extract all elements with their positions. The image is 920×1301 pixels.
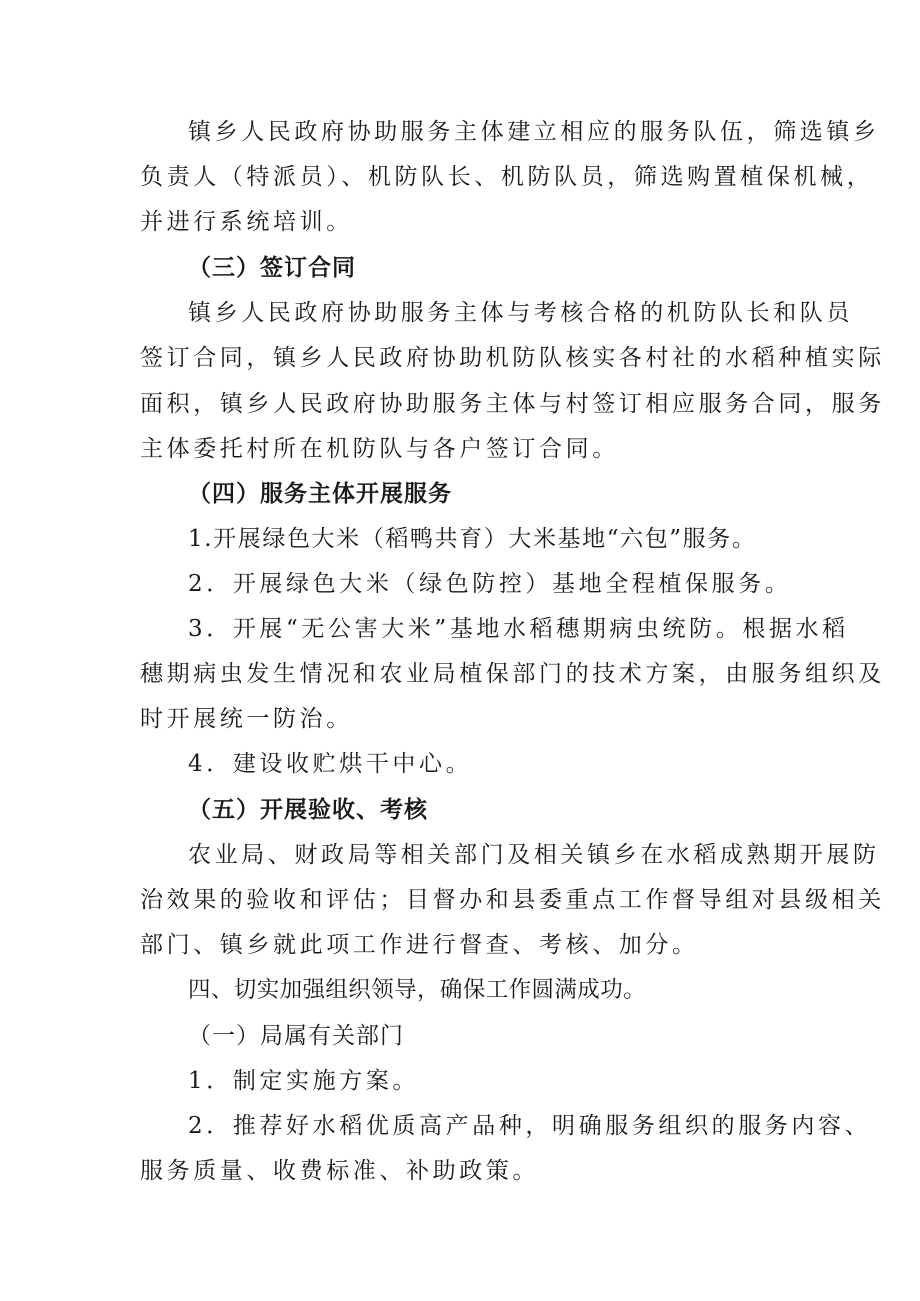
list-item-4: 4．建设收贮烘干中心。 [188,751,473,777]
paragraph-line: 并进行系统培训。 [140,209,353,235]
paragraph-line: 镇乡人民政府协助服务主体建立相应的服务队伍，筛选镇乡 [188,119,880,145]
paragraph-line: 穗期病虫发生情况和农业局植保部门的技术方案，由服务组织及 [140,661,885,687]
section-heading-3: （三）签订合同 [188,254,356,281]
list-item-1: 1．制定实施方案。 [188,1068,420,1094]
paragraph-line: 治效果的验收和评估；目督办和县委重点工作督导组对县级相关 [140,887,885,913]
paragraph-line: 时开展统一防治。 [140,706,353,732]
list-item-2: 2．推荐好水稻优质高产品种，明确服务组织的服务内容、 [188,1113,872,1139]
section-heading-5: （五）开展验收、考核 [188,796,428,823]
section-heading-1: （一）局属有关部门 [188,1023,404,1049]
paragraph-line: 服务质量、收费标准、补助政策。 [140,1158,539,1184]
paragraph-line: 主体委托村所在机防队与各户签订合同。 [140,436,619,462]
paragraph-line: 部门、镇乡就此项工作进行督查、考核、加分。 [140,932,699,958]
paragraph-line: 镇乡人民政府协助服务主体与考核合格的机防队长和队员 [188,300,853,326]
section-heading-main: 四、切实加强组织领导，确保工作圆满成功。 [188,977,647,1003]
list-item-2: 2．开展绿色大米（绿色防控）基地全程植保服务。 [188,571,792,597]
paragraph-line: 签订合同，镇乡人民政府协助机防队核实各村社的水稻种植实际 [140,345,885,371]
paragraph-line: 负责人（特派员）、机防队长、机防队员，筛选购置植保机械， [140,164,874,190]
section-heading-4: （四）服务主体开展服务 [188,480,452,507]
paragraph-line: 农业局、财政局等相关部门及相关镇乡在水稻成熟期开展防 [188,842,880,868]
list-item-1: 1.开展绿色大米（稻鸭共育）大米基地“六包”服务。 [188,526,757,552]
paragraph-line: 面积，镇乡人民政府协助服务主体与村签订相应服务合同，服务 [140,391,885,417]
list-item-3: 3．开展“无公害大米”基地水稻穗期病虫统防。根据水稻 [188,616,849,642]
